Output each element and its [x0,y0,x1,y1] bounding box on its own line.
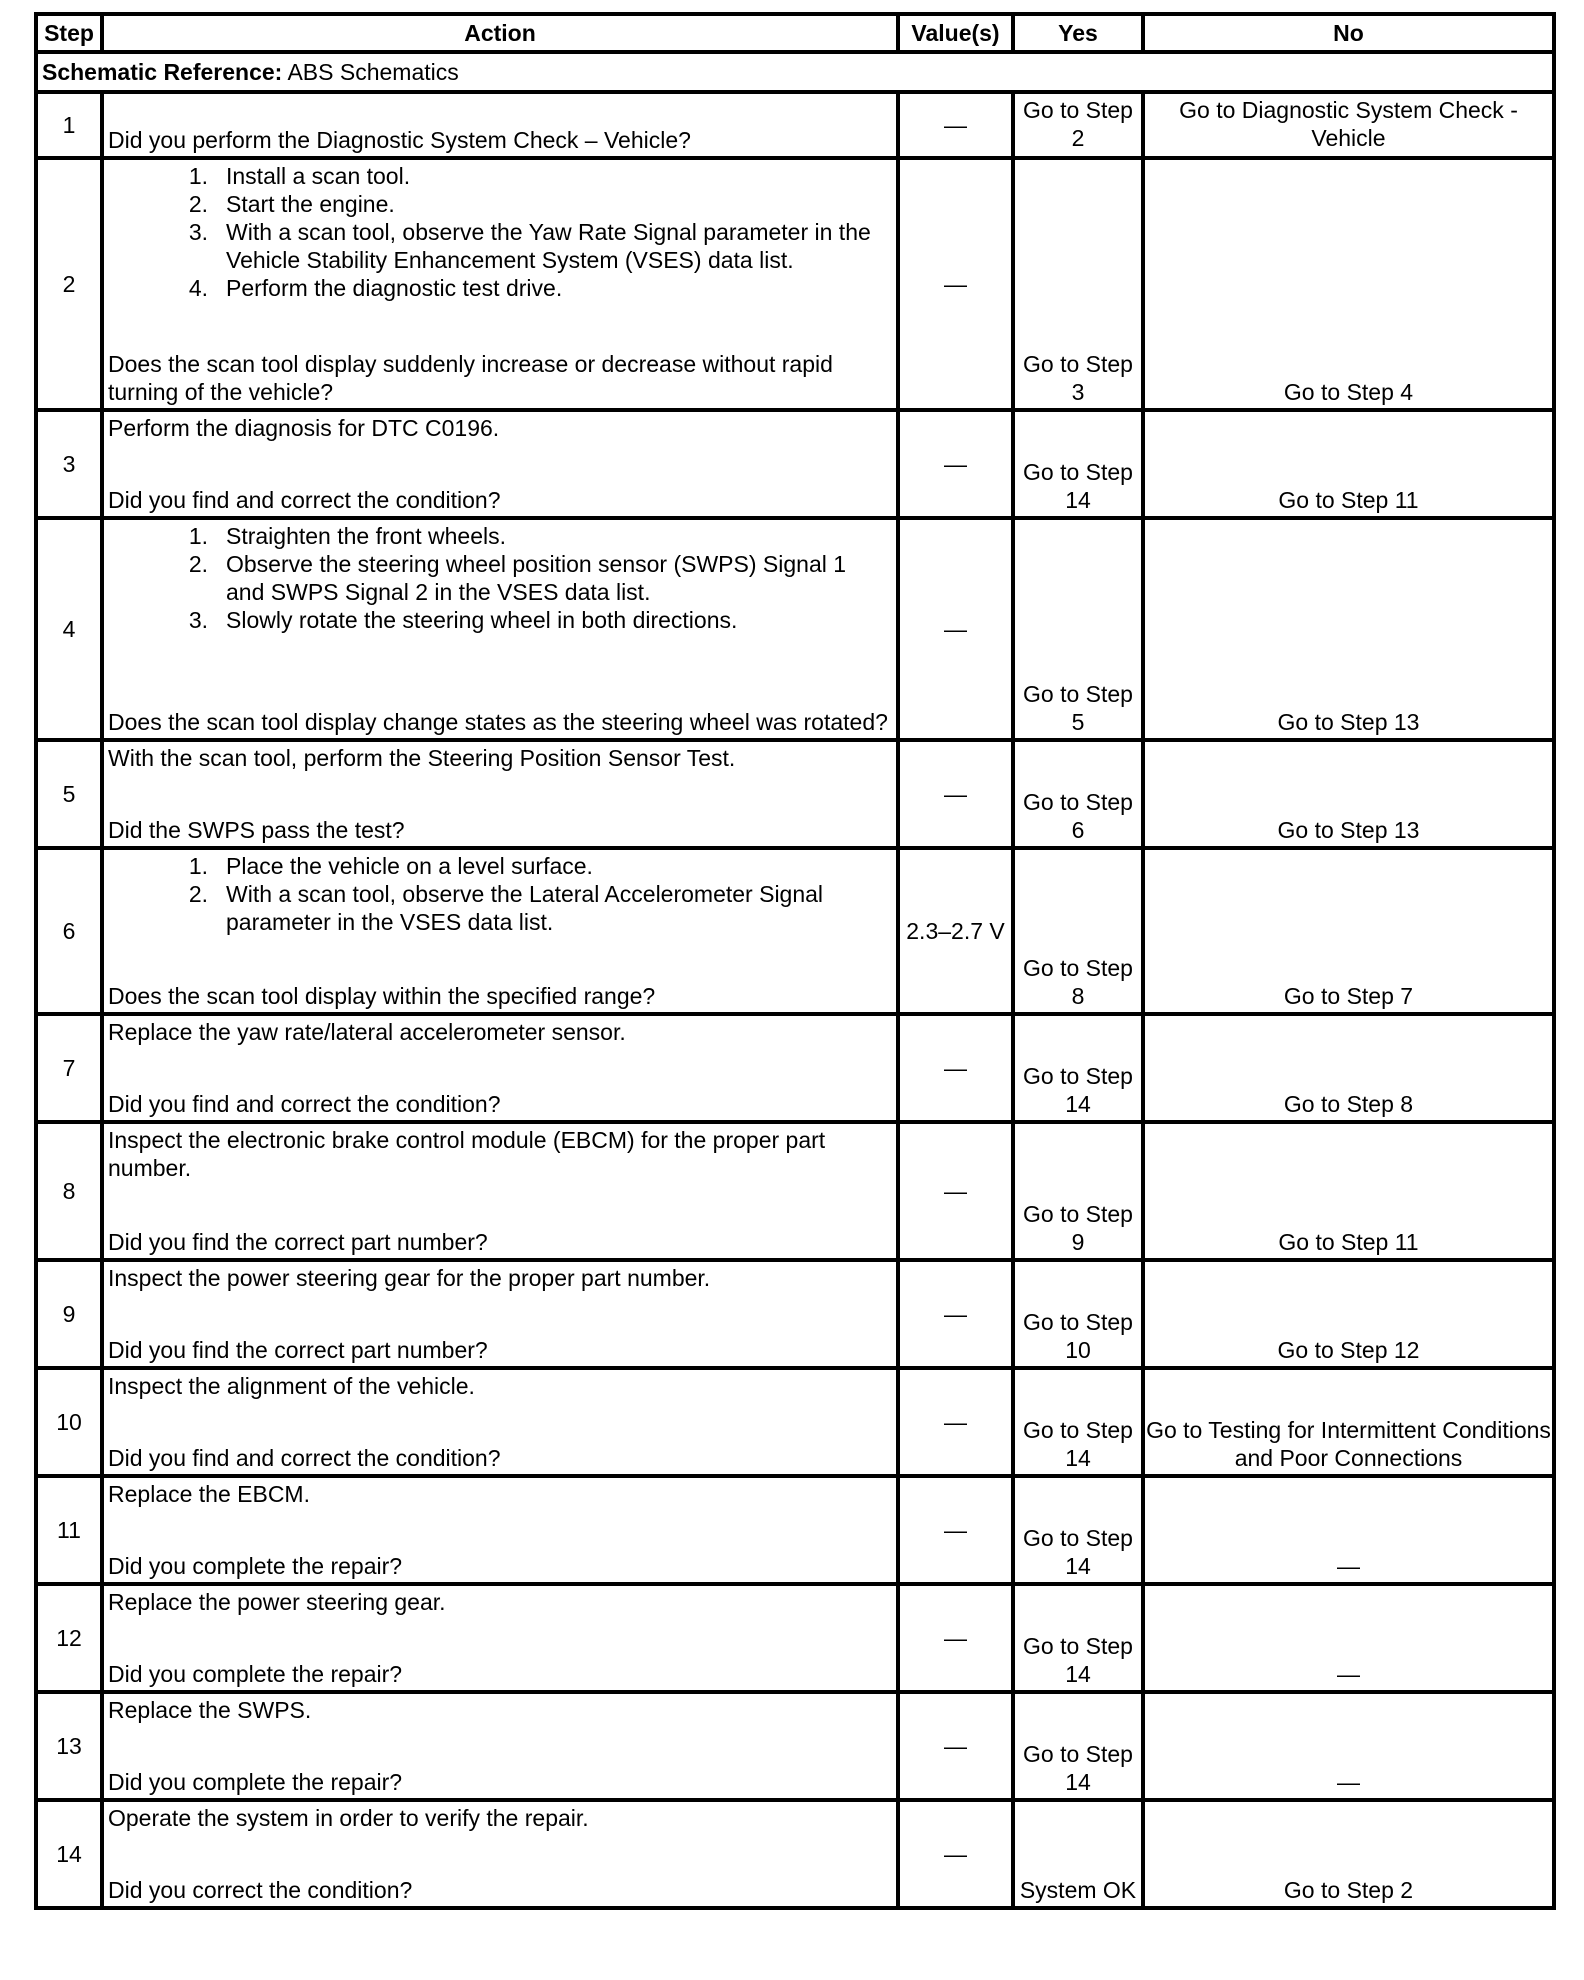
value-cell: — [898,1122,1013,1260]
yes-action-link[interactable]: Go to Step 14 [1013,1476,1143,1584]
action-question: Does the scan tool display within the specified range? [108,983,656,1009]
action-cell [102,1122,898,1260]
yes-action-link[interactable]: Go to Step 8 [1013,848,1143,1014]
action-question: Did you complete the repair? [108,1553,403,1579]
procedure-list [108,162,890,302]
header-action: Action [102,14,898,52]
value-cell: — [898,92,1013,158]
procedure-item-text: With a scan tool, observe the Lateral Accelerometer Signal parameter in the VSES data list. [226,881,824,935]
action-cell [102,1476,898,1584]
procedure-item-text: Place the vehicle on a level surface. [226,853,593,879]
action-instruction: Inspect the alignment of the vehicle. [108,1373,475,1399]
step-row [36,1800,1554,1908]
action-content [108,744,890,844]
action-content [108,1018,890,1118]
action-question: Does the scan tool display change states as the steering wheel was rotated? [108,709,888,735]
action-cell [102,1800,898,1908]
step-number: 13 [36,1692,102,1800]
action-question: Did you find the correct part number? [108,1229,488,1255]
header-row [36,14,1554,52]
header-yes: Yes [1013,14,1143,52]
action-instruction: With the scan tool, perform the Steering Position Sensor Test. [108,745,736,771]
action-instruction: Inspect the power steering gear for the proper part number. [108,1265,711,1291]
header-step: Step [36,14,102,52]
value-cell: — [898,740,1013,848]
procedure-item-number: 4. [188,275,208,301]
yes-action-link[interactable]: Go to Step 14 [1013,1368,1143,1476]
procedure-item [108,606,890,634]
step-row [36,158,1554,410]
no-action-link[interactable]: Go to Diagnostic System Check - Vehicle [1143,92,1554,158]
no-action-link: — [1143,1692,1554,1800]
action-instruction: Replace the power steering gear. [108,1589,446,1615]
procedure-item-number: 2. [188,881,208,907]
value-cell: — [898,1584,1013,1692]
procedure-list [108,852,890,936]
procedure-item [108,852,890,880]
action-question: Did you find and correct the condition? [108,487,501,513]
procedure-item [108,522,890,550]
step-number: 1 [36,92,102,158]
procedure-item-number: 2. [188,191,208,217]
procedure-item-number: 2. [188,551,208,577]
schematic-reference [36,52,1554,92]
procedure-item-text: With a scan tool, observe the Yaw Rate Signal parameter in the Vehicle Stability Enhancement System (VSES) data list. [226,219,871,273]
value-cell: — [898,1800,1013,1908]
action-content [108,1804,890,1904]
schematic-reference-row [36,52,1554,92]
value-cell: — [898,1368,1013,1476]
no-action-link: — [1143,1584,1554,1692]
diagnostic-table [34,12,1556,1910]
action-question: Did you find and correct the condition? [108,1445,501,1471]
action-question: Did you find and correct the condition? [108,1091,501,1117]
action-instruction: Perform the diagnosis for DTC C0196. [108,415,500,441]
action-question: Did you perform the Diagnostic System Check – Vehicle? [108,127,691,153]
procedure-item [108,550,890,606]
step-number: 11 [36,1476,102,1584]
action-cell [102,1260,898,1368]
no-action-link[interactable]: Go to Step 11 [1143,410,1554,518]
procedure-item [108,274,890,302]
value-cell: — [898,410,1013,518]
header-values: Value(s) [898,14,1013,52]
action-question: Did you find the correct part number? [108,1337,488,1363]
step-number: 5 [36,740,102,848]
step-number: 3 [36,410,102,518]
schematic-link[interactable]: ABS Schematics [282,59,459,85]
yes-action-link[interactable]: Go to Step 14 [1013,1014,1143,1122]
action-content [108,522,890,736]
action-cell [102,740,898,848]
procedure-item-number: 3. [188,607,208,633]
action-instruction: Operate the system in order to verify the repair. [108,1805,589,1831]
action-question: Did you correct the condition? [108,1877,413,1903]
action-cell [102,410,898,518]
procedure-item-number: 1. [188,163,208,189]
no-action-link[interactable]: Go to Step 13 [1143,740,1554,848]
yes-action-link[interactable]: Go to Step 9 [1013,1122,1143,1260]
action-content [108,1480,890,1580]
action-question: Did the SWPS pass the test? [108,817,405,843]
value-cell: — [898,1692,1013,1800]
step-number: 6 [36,848,102,1014]
step-row [36,1476,1554,1584]
schematic-label: Schematic Reference: [42,59,283,85]
step-row [36,92,1554,158]
action-cell [102,92,898,158]
procedure-item-text: Perform the diagnostic test drive. [226,275,563,301]
action-cell [102,1014,898,1122]
yes-action-link[interactable]: Go to Step 14 [1013,410,1143,518]
no-action-link[interactable]: Go to Testing for Intermittent Conditions and Poor Connections [1143,1368,1554,1476]
action-instruction: Replace the yaw rate/lateral accelerometer sensor. [108,1019,626,1045]
procedure-list [108,522,890,634]
step-row [36,1692,1554,1800]
action-cell [102,1692,898,1800]
action-content [108,852,890,1010]
step-number: 10 [36,1368,102,1476]
yes-action-link[interactable]: Go to Step 5 [1013,518,1143,740]
step-number: 8 [36,1122,102,1260]
procedure-item-text: Install a scan tool. [226,163,411,189]
action-content [108,162,890,406]
step-row [36,1260,1554,1368]
step-number: 14 [36,1800,102,1908]
value-cell: — [898,1014,1013,1122]
action-instruction: Inspect the electronic brake control module (EBCM) for the proper part number. [108,1127,826,1181]
step-row [36,1584,1554,1692]
procedure-item-number: 1. [188,853,208,879]
value-cell: 2.3–2.7 V [898,848,1013,1014]
step-number: 12 [36,1584,102,1692]
no-action-link[interactable]: Go to Step 2 [1143,1800,1554,1908]
action-question: Did you complete the repair? [108,1769,403,1795]
step-row [36,1014,1554,1122]
value-cell: — [898,158,1013,410]
step-number: 2 [36,158,102,410]
action-question: Does the scan tool display suddenly increase or decrease without rapid turning of the vehicle? [108,351,833,405]
no-action-link[interactable]: Go to Step 13 [1143,518,1554,740]
procedure-item-number: 1. [188,523,208,549]
action-cell [102,848,898,1014]
procedure-item [108,190,890,218]
step-row [36,1122,1554,1260]
action-instruction: Replace the EBCM. [108,1481,310,1507]
procedure-item-text: Slowly rotate the steering wheel in both directions. [226,607,738,633]
action-question: Did you complete the repair? [108,1661,403,1687]
step-row [36,848,1554,1014]
step-number: 4 [36,518,102,740]
action-content [108,96,890,154]
action-content [108,1696,890,1796]
procedure-item [108,162,890,190]
action-cell [102,158,898,410]
no-action-link[interactable]: Go to Step 11 [1143,1122,1554,1260]
action-cell [102,1368,898,1476]
procedure-item-text: Start the engine. [226,191,395,217]
step-row [36,740,1554,848]
action-content [108,414,890,514]
no-action-link[interactable]: Go to Step 4 [1143,158,1554,410]
yes-action-link[interactable]: Go to Step 14 [1013,1692,1143,1800]
yes-action-link[interactable]: System OK [1013,1800,1143,1908]
step-row [36,518,1554,740]
value-cell: — [898,1476,1013,1584]
action-content [108,1126,890,1256]
procedure-item-text: Straighten the front wheels. [226,523,506,549]
yes-action-link[interactable]: Go to Step 10 [1013,1260,1143,1368]
action-instruction: Replace the SWPS. [108,1697,312,1723]
action-cell [102,518,898,740]
action-content [108,1588,890,1688]
yes-action-link[interactable]: Go to Step 3 [1013,158,1143,410]
diagnostic-table-page [34,12,1552,1910]
value-cell: — [898,518,1013,740]
action-content [108,1372,890,1472]
no-action-link[interactable]: Go to Step 7 [1143,848,1554,1014]
procedure-item-text: Observe the steering wheel position sensor (SWPS) Signal 1 and SWPS Signal 2 in the VSES data list. [226,551,847,605]
procedure-item-number: 3. [188,219,208,245]
action-content [108,1264,890,1364]
no-action-link[interactable]: Go to Step 8 [1143,1014,1554,1122]
no-action-link: — [1143,1476,1554,1584]
procedure-item [108,880,890,936]
yes-action-link[interactable]: Go to Step 6 [1013,740,1143,848]
step-number: 9 [36,1260,102,1368]
procedure-item [108,218,890,274]
header-no: No [1143,14,1554,52]
action-cell [102,1584,898,1692]
no-action-link[interactable]: Go to Step 12 [1143,1260,1554,1368]
step-number: 7 [36,1014,102,1122]
yes-action-link[interactable]: Go to Step 14 [1013,1584,1143,1692]
step-row [36,410,1554,518]
value-cell: — [898,1260,1013,1368]
step-row [36,1368,1554,1476]
yes-action-link[interactable]: Go to Step 2 [1013,92,1143,158]
